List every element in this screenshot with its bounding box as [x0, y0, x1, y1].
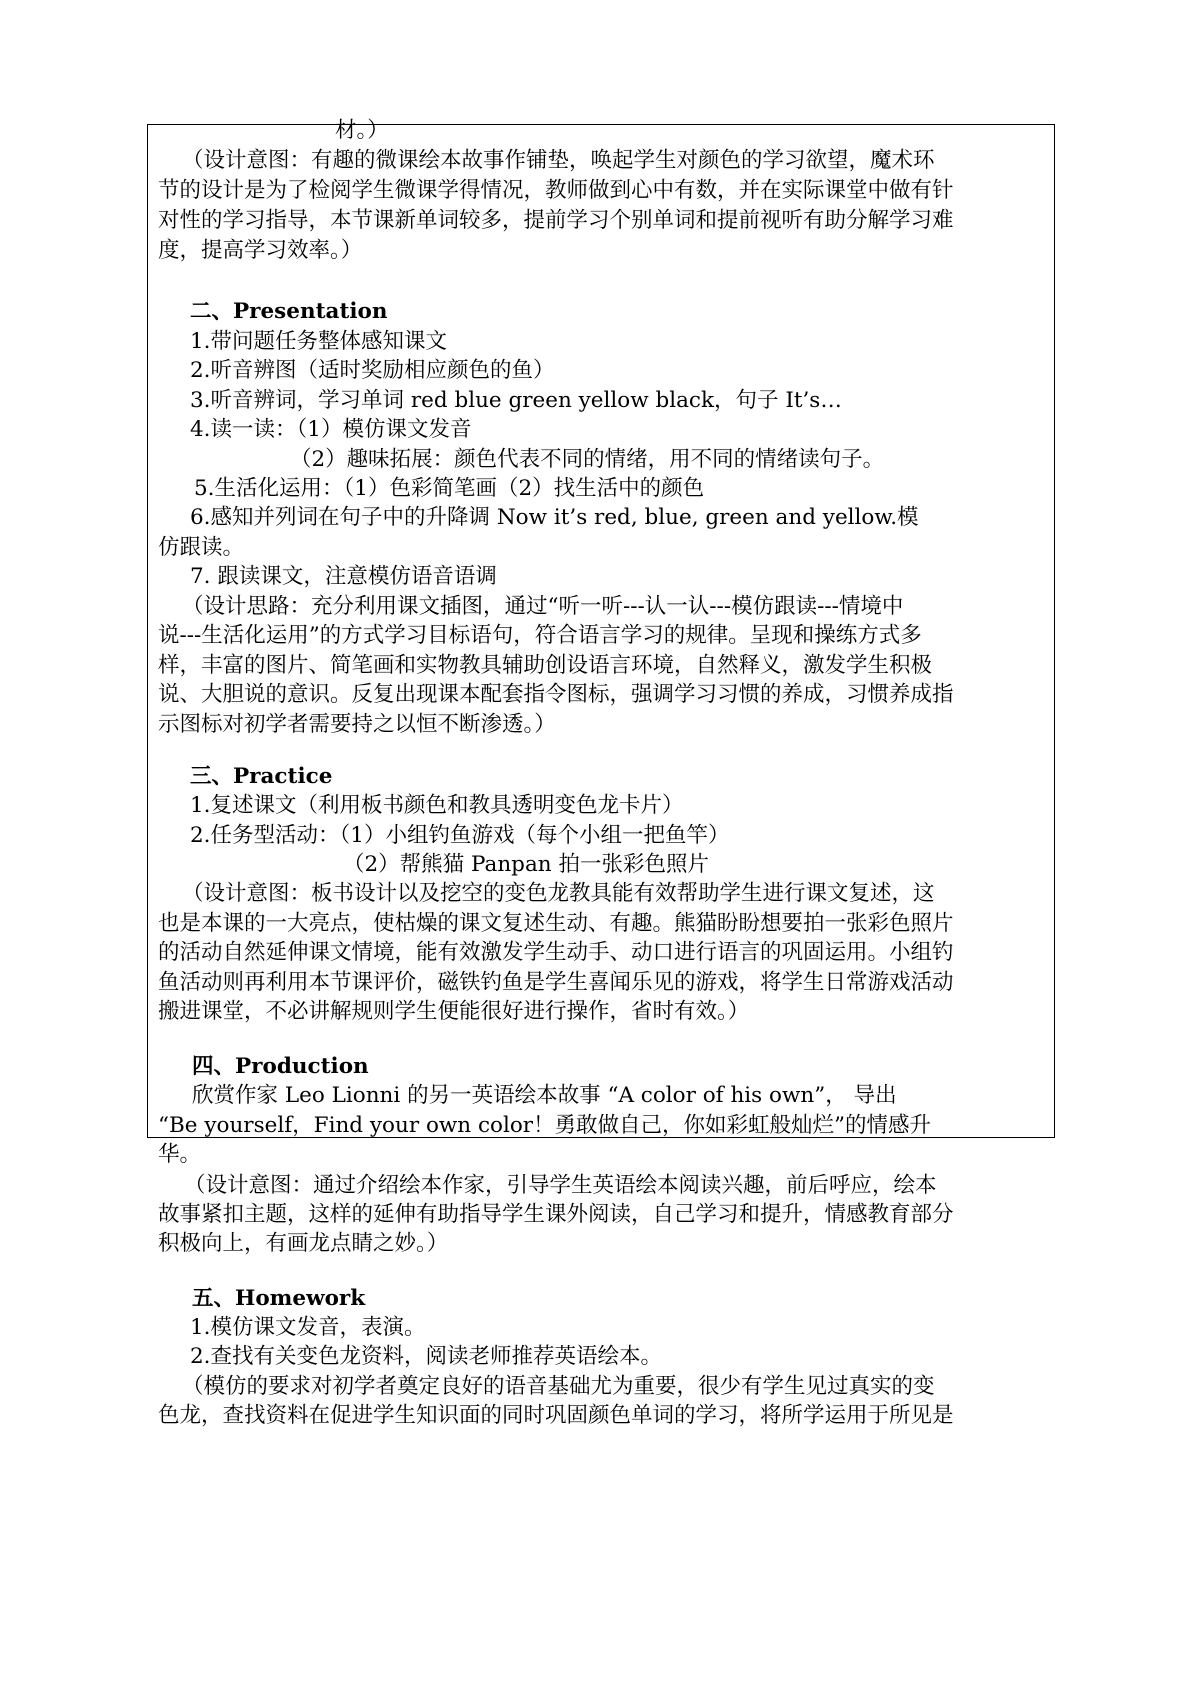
text-line: 鱼活动则再利用本节课评价，磁铁钓鱼是学生喜闻乐见的游戏，将学生日常游戏活动	[158, 970, 954, 995]
text-line: （模仿的要求对初学者奠定良好的语音基础尤为重要，很少有学生见过真实的变	[182, 1374, 935, 1399]
text-line: 度，提高学习效率。）	[158, 238, 363, 263]
section-heading-homework: 五、Homework	[192, 1286, 366, 1311]
section-heading-production: 四、Production	[192, 1054, 369, 1079]
text-line: 样，丰富的图片、简笔画和实物教具辅助创设语言环境，自然释义，激发学生积极	[158, 653, 933, 678]
list-item: （2）趣味拓展：颜色代表不同的情绪，用不同的情绪读句子。	[290, 447, 885, 472]
list-item: 4.读一读：（1）模仿课文发音	[190, 417, 472, 442]
list-item: （2）帮熊猫 Panpan 拍一张彩色照片	[343, 852, 709, 877]
section-heading-practice: 三、Practice	[190, 764, 333, 789]
text-line: （设计意图：板书设计以及挖空的变色龙教具能有效帮助学生进行课文复述，这	[182, 881, 935, 906]
text-line: 说、大胆说的意识。反复出现课本配套指令图标，强调学习习惯的养成，习惯养成指	[158, 682, 954, 707]
list-item: 1.复述课文（利用板书颜色和教具透明变色龙卡片）	[190, 793, 684, 818]
text-line: 对性的学习指导，本节课新单词较多，提前学习个别单词和提前视听有助分解学习难	[158, 208, 954, 233]
text-line: 华。	[158, 1142, 202, 1167]
text-line: 故事紧扣主题，这样的延伸有助指导学生课外阅读，自己学习和提升，情感教育部分	[158, 1202, 954, 1227]
text-line: 积极向上，有画龙点睛之妙。）	[158, 1231, 449, 1256]
text-line: “Be yourself，Find your own color！勇敢做自己，你如彩虹般灿烂”的情感升	[158, 1113, 932, 1138]
list-item: 6.感知并列词在句子中的升降调 Now it’s red, blue, green and yellow.模	[190, 505, 919, 530]
list-item: 3.听音辨词，学习单词 red blue green yellow black，句子 It’s…	[190, 388, 842, 413]
text-line: 材。）	[335, 118, 389, 143]
text-line: 也是本课的一大亮点，使枯燥的课文复述生动、有趣。熊猫盼盼想要拍一张彩色照片	[158, 911, 954, 936]
text-line: 搬进课堂，不必讲解规则学生便能很好进行操作，省时有效。）	[158, 999, 750, 1024]
text-line: 仿跟读。	[158, 535, 245, 560]
list-item: 1.模仿课文发音，表演。	[190, 1315, 426, 1340]
text-line: （设计意图：通过介绍绘本作家，引导学生英语绘本阅读兴趣，前后呼应，绘本	[184, 1173, 937, 1198]
list-item: 7. 跟读课文，注意模仿语音语调	[190, 564, 497, 589]
text-line: 说---生活化运用”的方式学习目标语句，符合语言学习的规律。呈现和操练方式多	[158, 623, 922, 648]
text-line: 示图标对初学者需要持之以恒不断渗透。）	[158, 712, 556, 737]
list-item: 1.带问题任务整体感知课文	[190, 329, 448, 354]
text-line: 节的设计是为了检阅学生微课学得情况，教师做到心中有数，并在实际课堂中做有针	[158, 178, 954, 203]
list-item: 2.任务型活动：（1）小组钓鱼游戏（每个小组一把鱼竿）	[190, 823, 730, 848]
text-line: （设计思路：充分利用课文插图，通过“听一听---认一认---模仿跟读---情境中	[182, 594, 904, 619]
list-item: 2.听音辨图（适时奖励相应颜色的鱼）	[190, 358, 555, 383]
text-line: 的活动自然延伸课文情境，能有效激发学生动手、动口进行语言的巩固运用。小组钓	[158, 940, 954, 965]
text-line: 色龙，查找资料在促进学生知识面的同时巩固颜色单词的学习，将所学运用于所见是	[158, 1403, 954, 1428]
text-line: 欣赏作家 Leo Lionni 的另一英语绘本故事 “A color of his own”， 导出	[192, 1083, 897, 1108]
text-line: （设计意图：有趣的微课绘本故事作铺垫，唤起学生对颜色的学习欲望，魔术环	[182, 148, 935, 173]
section-heading-presentation: 二、Presentation	[190, 299, 388, 324]
list-item: 2.查找有关变色龙资料，阅读老师推荐英语绘本。	[190, 1344, 663, 1369]
list-item: 5.生活化运用：（1）色彩简笔画（2）找生活中的颜色	[194, 476, 705, 501]
